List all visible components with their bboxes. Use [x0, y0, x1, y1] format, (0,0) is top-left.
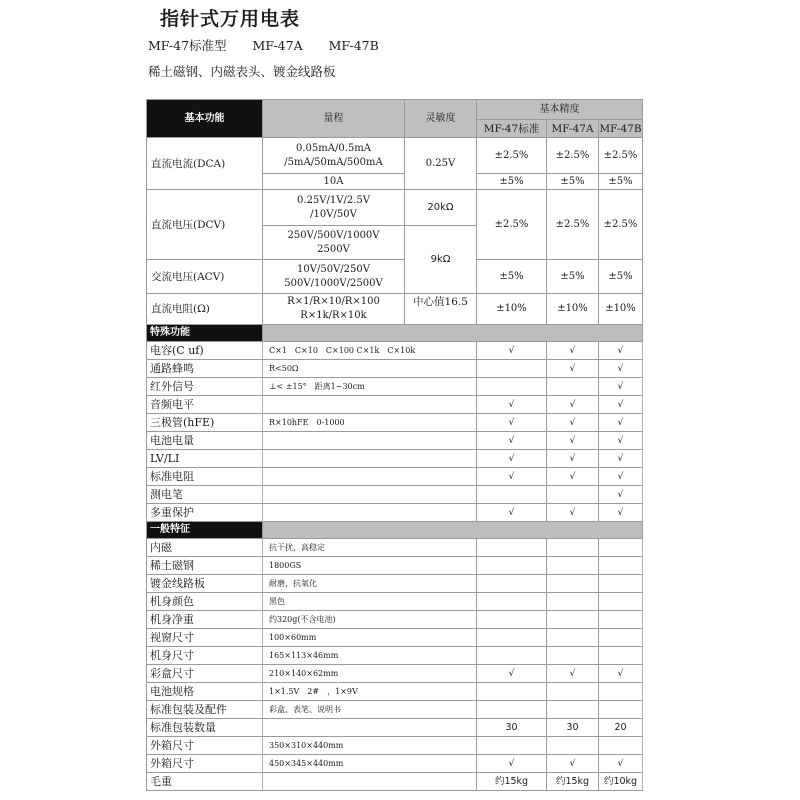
- row-label: 机身颜色: [147, 593, 263, 611]
- row-label: 稀土磁钢: [147, 557, 263, 575]
- table-row: [147, 719, 643, 737]
- row-label: 机身尺寸: [147, 647, 263, 665]
- row-label: 标准包装数量: [147, 719, 263, 737]
- range-cell: [263, 226, 405, 260]
- row-description: 165×113×46mm: [263, 647, 477, 665]
- check-mark: [547, 486, 599, 504]
- row-description: R×10hFE 0-1000: [263, 414, 477, 432]
- section-band: [263, 325, 643, 342]
- row-label: 内磁: [147, 539, 263, 557]
- row-description: R<50Ω: [263, 360, 477, 378]
- sensitivity-cell: 9kΩ: [405, 226, 477, 294]
- model-list: [148, 36, 401, 54]
- check-mark: [547, 378, 599, 396]
- check-mark: [599, 557, 643, 575]
- range-text: R×1k/R×10k: [300, 310, 367, 321]
- accuracy-cell: ±5%: [547, 260, 599, 294]
- check-mark: √: [599, 414, 643, 432]
- row-description: ⊥< ±15° 距离1~30cm: [263, 378, 477, 396]
- row-label: 测电笔: [147, 486, 263, 504]
- row-label: 红外信号: [147, 378, 263, 396]
- check-mark: [547, 701, 599, 719]
- check-mark: [547, 629, 599, 647]
- row-description: [263, 468, 477, 486]
- table-row: [147, 414, 643, 432]
- row-description: 1×1.5V 2# ，1×9V: [263, 683, 477, 701]
- general-features-list: [147, 539, 643, 791]
- row-description: 350×310×440mm: [263, 737, 477, 755]
- row-label: 外箱尺寸: [147, 755, 263, 773]
- check-mark: √: [599, 396, 643, 414]
- row-description: 1800GS: [263, 557, 477, 575]
- row-description: [263, 396, 477, 414]
- section-title: 一般特征: [147, 522, 263, 539]
- table-row: [147, 557, 643, 575]
- check-mark: √: [547, 414, 599, 432]
- check-mark: [599, 701, 643, 719]
- check-mark: √: [547, 504, 599, 522]
- header-model: MF-47B: [599, 120, 643, 138]
- table-row: [147, 432, 643, 450]
- accuracy-cell: ±2.5%: [477, 190, 547, 260]
- function-dcv: 直流电压(DCV): [147, 190, 263, 260]
- table-row: [147, 665, 643, 683]
- model-value: 20: [599, 719, 643, 737]
- check-mark: √: [477, 665, 547, 683]
- row-description: 约320g(不含电池): [263, 611, 477, 629]
- sensitivity-cell: 20kΩ: [405, 190, 477, 226]
- sensitivity-cell: 中心值16.5: [405, 294, 477, 325]
- table-row: [147, 396, 643, 414]
- check-mark: [477, 557, 547, 575]
- check-mark: √: [477, 396, 547, 414]
- table-row: [147, 504, 643, 522]
- accuracy-cell: ±2.5%: [547, 138, 599, 174]
- row-label: 镀金线路板: [147, 575, 263, 593]
- check-mark: [599, 593, 643, 611]
- row-label: 音频电平: [147, 396, 263, 414]
- row-description: 450×345×440mm: [263, 755, 477, 773]
- check-mark: √: [477, 432, 547, 450]
- check-mark: √: [477, 342, 547, 360]
- range-text: /5mA/50mA/500mA: [284, 156, 383, 168]
- table-row: [147, 468, 643, 486]
- table-row: [147, 360, 643, 378]
- header-model: MF-47标准: [477, 120, 547, 138]
- model-value: 约15kg: [477, 773, 547, 791]
- row-label: 多重保护: [147, 504, 263, 522]
- check-mark: [547, 539, 599, 557]
- check-mark: [477, 360, 547, 378]
- row-label: LV/LI: [147, 450, 263, 468]
- table-row: [147, 629, 643, 647]
- accuracy-cell: ±10%: [547, 294, 599, 325]
- check-mark: [477, 611, 547, 629]
- row-description: [263, 486, 477, 504]
- range-text: /10V/50V: [310, 208, 357, 220]
- check-mark: [547, 575, 599, 593]
- check-mark: √: [599, 432, 643, 450]
- check-mark: [599, 611, 643, 629]
- row-label: 电池规格: [147, 683, 263, 701]
- row-description: [263, 719, 477, 737]
- header-accuracy: 基本精度: [477, 100, 643, 120]
- section-header-general: [147, 522, 643, 539]
- row-label: 三极管(hFE): [147, 414, 263, 432]
- row-description: 抗干扰，高稳定: [263, 539, 477, 557]
- check-mark: [547, 557, 599, 575]
- accuracy-cell: ±2.5%: [477, 138, 547, 174]
- check-mark: [547, 593, 599, 611]
- check-mark: [477, 647, 547, 665]
- accuracy-cell: ±5%: [477, 260, 547, 294]
- check-mark: [599, 683, 643, 701]
- section-title: 特殊功能: [147, 325, 263, 342]
- check-mark: √: [477, 468, 547, 486]
- function-ohm: 直流电阻(Ω): [147, 294, 263, 325]
- row-description: [263, 450, 477, 468]
- check-mark: √: [477, 755, 547, 773]
- range-cell: [263, 190, 405, 226]
- check-mark: √: [547, 755, 599, 773]
- check-mark: √: [477, 450, 547, 468]
- row-label: 视窗尺寸: [147, 629, 263, 647]
- range-cell: [263, 294, 405, 325]
- row-description: 100×60mm: [263, 629, 477, 647]
- table-row: [147, 647, 643, 665]
- model-name: MF-47B: [328, 38, 379, 53]
- check-mark: √: [599, 468, 643, 486]
- accuracy-cell: ±2.5%: [599, 138, 643, 174]
- check-mark: √: [547, 468, 599, 486]
- check-mark: √: [547, 360, 599, 378]
- range-cell: [263, 138, 405, 174]
- section-band: [263, 522, 643, 539]
- range-cell: [263, 260, 405, 294]
- row-description: 彩盒、表笔、说明书: [263, 701, 477, 719]
- accuracy-cell: ±5%: [547, 174, 599, 190]
- check-mark: √: [599, 342, 643, 360]
- function-acv: 交流电压(ACV): [147, 260, 263, 294]
- model-name: MF-47A: [252, 38, 303, 53]
- table-row: [147, 450, 643, 468]
- check-mark: [477, 737, 547, 755]
- check-mark: [547, 611, 599, 629]
- range-text: 0.25V/1V/2.5V: [297, 194, 370, 206]
- check-mark: [477, 486, 547, 504]
- header-sensitivity: 灵敏度: [405, 100, 477, 138]
- table-row: [147, 486, 643, 504]
- table-row: [147, 611, 643, 629]
- row-description: 210×140×62mm: [263, 665, 477, 683]
- check-mark: √: [547, 665, 599, 683]
- header-model: MF-47A: [547, 120, 599, 138]
- check-mark: √: [599, 360, 643, 378]
- check-mark: √: [547, 396, 599, 414]
- check-mark: √: [547, 432, 599, 450]
- row-label: 电池电量: [147, 432, 263, 450]
- row-label: 机身净重: [147, 611, 263, 629]
- spec-table: [146, 99, 643, 791]
- model-value: 30: [477, 719, 547, 737]
- row-label: 通路蜂鸣: [147, 360, 263, 378]
- accuracy-cell: ±5%: [477, 174, 547, 190]
- model-value: 30: [547, 719, 599, 737]
- special-features-list: [147, 342, 643, 522]
- row-description: 黑色: [263, 593, 477, 611]
- table-row: [147, 737, 643, 755]
- check-mark: [477, 593, 547, 611]
- sensitivity-cell: 0.25V: [405, 138, 477, 190]
- check-mark: [547, 683, 599, 701]
- check-mark: [477, 575, 547, 593]
- check-mark: [477, 683, 547, 701]
- row-description: 耐磨，抗氧化: [263, 575, 477, 593]
- accuracy-cell: ±2.5%: [547, 190, 599, 260]
- check-mark: [477, 629, 547, 647]
- table-row: [147, 539, 643, 557]
- check-mark: √: [599, 486, 643, 504]
- table-row: [147, 755, 643, 773]
- row-label: 彩盒尺寸: [147, 665, 263, 683]
- check-mark: [599, 575, 643, 593]
- check-mark: [547, 647, 599, 665]
- check-mark: √: [599, 504, 643, 522]
- row-label: 外箱尺寸: [147, 737, 263, 755]
- check-mark: [477, 378, 547, 396]
- check-mark: √: [599, 755, 643, 773]
- model-value: 约15kg: [547, 773, 599, 791]
- check-mark: √: [599, 450, 643, 468]
- check-mark: [599, 629, 643, 647]
- range-text: 0.05mA/0.5mA: [296, 142, 371, 154]
- check-mark: √: [477, 414, 547, 432]
- check-mark: [599, 647, 643, 665]
- row-description: C×1 C×10 C×100 C×1k C×10k: [263, 342, 477, 360]
- check-mark: √: [599, 378, 643, 396]
- row-description: [263, 504, 477, 522]
- accuracy-cell: ±10%: [599, 294, 643, 325]
- range-text: 250V/500V/1000V: [287, 229, 380, 241]
- accuracy-cell: ±5%: [599, 174, 643, 190]
- model-name: MF-47标准型: [148, 38, 227, 53]
- check-mark: [599, 539, 643, 557]
- table-row: [147, 773, 643, 791]
- row-label: 标准电阻: [147, 468, 263, 486]
- table-row: [147, 701, 643, 719]
- check-mark: [547, 737, 599, 755]
- range-text: 10V/50V/250V: [297, 263, 370, 275]
- check-mark: √: [547, 450, 599, 468]
- table-row: [147, 683, 643, 701]
- check-mark: √: [477, 504, 547, 522]
- header-range: 量程: [263, 100, 405, 138]
- page-title: 指针式万用电表: [160, 8, 301, 30]
- check-mark: [599, 737, 643, 755]
- range-text: 10A: [263, 174, 405, 190]
- row-description: [263, 773, 477, 791]
- range-text: R×1/R×10/R×100: [287, 296, 380, 307]
- table-row: [147, 342, 643, 360]
- accuracy-cell: ±2.5%: [599, 190, 643, 260]
- model-value: 约10kg: [599, 773, 643, 791]
- function-dca: 直流电流(DCA): [147, 138, 263, 190]
- table-row: [147, 593, 643, 611]
- range-text: 2500V: [317, 243, 350, 255]
- accuracy-cell: ±5%: [599, 260, 643, 294]
- section-header-special: [147, 325, 643, 342]
- header-basic-function: 基本功能: [147, 100, 263, 138]
- range-text: 500V/1000V/2500V: [284, 277, 383, 289]
- row-label: 毛重: [147, 773, 263, 791]
- check-mark: [477, 701, 547, 719]
- check-mark: [477, 539, 547, 557]
- row-label: 标准包装及配件: [147, 701, 263, 719]
- accuracy-cell: ±10%: [477, 294, 547, 325]
- check-mark: √: [599, 665, 643, 683]
- table-row: [147, 575, 643, 593]
- table-row: [147, 378, 643, 396]
- feature-subtitle: 稀土磁钢、内磁表头、镀金线路板: [148, 64, 336, 79]
- row-description: [263, 432, 477, 450]
- row-label: 电容(C uf): [147, 342, 263, 360]
- check-mark: √: [547, 342, 599, 360]
